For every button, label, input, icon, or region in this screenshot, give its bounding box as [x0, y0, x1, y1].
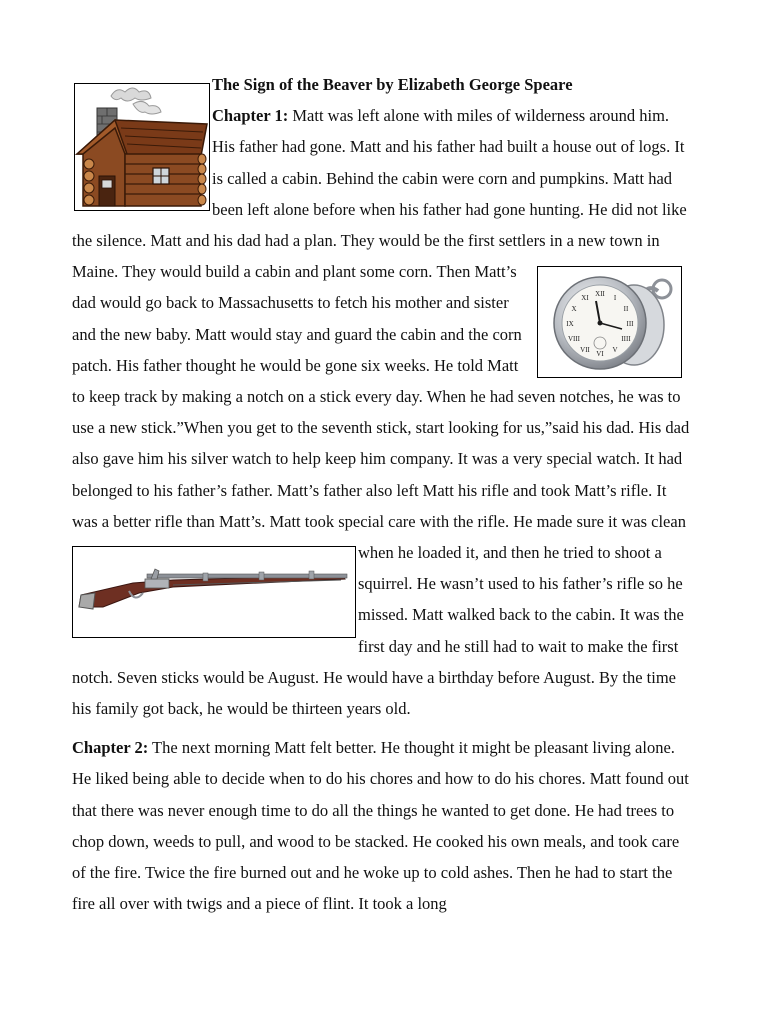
watch-numeral: IIII — [621, 335, 631, 344]
chapter-1-text-c: he loaded it, and then he tried to shoot a squirrel. He wasn’t used to his father’s rifle so he missed. Matt walked back to the cabin. It was the first day and he still had to wait to make the first notch. Seven sticks would be August. He would have a birthday before August. By the time his family got back, he would be thirteen years old. — [72, 543, 684, 719]
watch-numeral: VII — [580, 346, 590, 355]
chapter-2-label: Chapter 2: — [72, 738, 149, 758]
watch-numeral: V — [612, 346, 618, 355]
chapter-1-text-a: Matt was left alone with miles of wilderness around him. His father had gone. Matt and his father had built a house out of logs. It is called a cabin. Behind the cabin were corn and pumpkins. Matt had been left alone before when his father had gone hunting. He did not like the silence. Matt and his dad had a plan. They would be the first settlers in a new town in Maine. They would build a cabin and plant some corn. — [72, 106, 687, 282]
watch-numeral: XII — [595, 290, 605, 299]
watch-numeral: XI — [581, 294, 589, 303]
document-title: The Sign of the Beaver by Elizabeth George Speare — [212, 75, 573, 94]
chapter-1-paragraph — [72, 69, 696, 724]
cabin-illustration — [74, 83, 210, 211]
document-body — [72, 69, 696, 919]
log-cabin-icon — [75, 84, 209, 210]
watch-numeral: X — [571, 305, 577, 314]
pocket-watch-icon — [538, 267, 681, 377]
watch-numeral: III — [626, 320, 634, 329]
chapter-2-text: The next morning Matt felt better. He thought it might be pleasant living alone. He liked being able to decide when to do his chores and how to do his chores. Matt found out that there was never enough time to do all the things he wanted to get done. He had trees to chop down, weeds to pull, and wood to be stacked. He cooked his own meals, and took care of the fire. Twice the fire burned out and he woke up to cold ashes. Then he had to start the fire all over with twigs and a piece of flint. It took a long — [72, 738, 689, 914]
watch-numeral: II — [623, 305, 629, 314]
rifle-illustration — [72, 546, 356, 638]
watch-illustration — [537, 266, 682, 378]
watch-numeral: I — [613, 294, 617, 303]
watch-numeral: VI — [596, 350, 604, 359]
chapter-1-label: Chapter 1: — [212, 106, 289, 126]
rifle-icon — [73, 547, 355, 637]
watch-numeral: VIII — [567, 335, 581, 344]
chapter-1-text-b: Then Matt’s dad would go back to Massachusetts to fetch his mother and sister and the new baby. Matt would stay and guard the cabin and the corn patch. His father thought he would be gone six weeks. He told Matt to keep track by making a notch on a stick every day. When he had seven notches, he was to use a new stick.”When you get to the seventh stick, start looking for us,”said his dad. His dad also gave him his silver watch to help keep him company. It was a very special watch. It had belonged to his father’s father. Matt’s father also left Matt his rifle and took Matt’s rifle. It was a better rifle than Matt’s. Matt took special care with the rifle. He made sure it was clean when — [72, 262, 690, 563]
watch-numeral: IX — [566, 320, 574, 329]
chapter-2-paragraph — [72, 732, 696, 919]
